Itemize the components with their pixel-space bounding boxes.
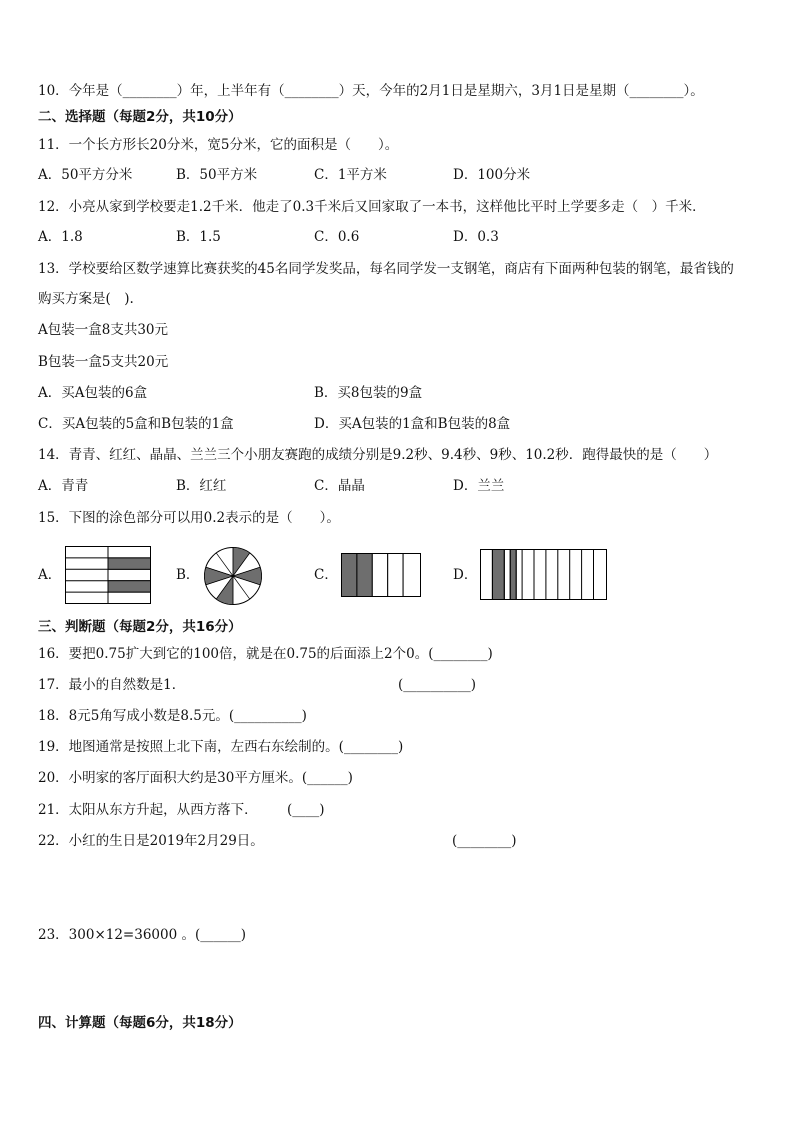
- q13-option-b: B．买8包装的9盒: [314, 385, 423, 401]
- q11-option-c: C．1平方米: [314, 167, 387, 183]
- q17-answer-blank: (__________): [398, 677, 477, 693]
- question-21: 21．太阳从东方升起，从西方落下．: [38, 802, 258, 818]
- q12-option-a: A．1.8: [38, 229, 83, 245]
- section-3-heading: 三、判断题（每题2分，共16分）: [38, 619, 242, 635]
- section-4-heading: 四、计算题（每题6分，共18分）: [38, 1015, 242, 1031]
- q14-option-a: A．青青: [38, 478, 89, 494]
- q15-figure-c: [341, 553, 421, 597]
- q13-option-a: A．买A包装的6盒: [38, 385, 148, 401]
- q15-label-a: A．: [38, 567, 62, 583]
- question-16: 16．要把0.75扩大到它的100倍，就是在0.75的后面添上2个0。(________): [38, 646, 493, 662]
- question-20: 20．小明家的客厅面积大约是30平方厘米。(______): [38, 770, 353, 786]
- q12-option-c: C．0.6: [314, 229, 360, 245]
- q13-option-d: D．买A包装的1盒和B包装的8盒: [314, 416, 511, 432]
- section-2-heading: 二、选择题（每题2分，共10分）: [38, 109, 242, 125]
- q14-option-c: C．晶晶: [314, 478, 365, 494]
- q12-option-d: D．0.3: [453, 229, 499, 245]
- question-10: 10．今年是（________）年，上半年有（________）天，今年的2月1日是星期六，3月1日是星期（________）。: [38, 83, 704, 99]
- q12-option-b: B．1.5: [176, 229, 221, 245]
- question-19: 19．地图通常是按照上北下南，左西右东绘制的。(________): [38, 739, 404, 755]
- q15-figure-a: [65, 546, 151, 604]
- question-18: 18．8元5角写成小数是8.5元。(__________): [38, 708, 307, 724]
- question-14-stem: 14．青青、红红、晶晶、兰兰三个小朋友赛跑的成绩分别是9.2秒、9.4秒、9秒、10.2秒．跑得最快的是（ ）: [38, 447, 718, 463]
- q11-option-a: A．50平方分米: [38, 167, 133, 183]
- q22-answer-blank: (________): [452, 833, 517, 849]
- q14-option-d: D．兰兰: [453, 478, 505, 494]
- q13-pack-a: A包装一盒8支共30元: [38, 322, 169, 338]
- question-13-stem-line2: 购买方案是( ).: [38, 291, 134, 307]
- question-13-stem-line1: 13．学校要给区数学速算比赛获奖的45名同学发奖品，每名同学发一支钢笔，商店有下面两种包装的钢笔，最省钱的: [38, 261, 734, 277]
- q15-label-b: B．: [176, 567, 200, 583]
- q13-pack-b: B包装一盒5支共20元: [38, 354, 169, 370]
- question-23: 23．300×12=36000 。(______): [38, 927, 247, 943]
- q15-figure-d: [480, 549, 607, 600]
- question-11-stem: 11．一个长方形长20分米，宽5分米，它的面积是（ ）。: [38, 137, 399, 153]
- q11-option-d: D．100分米: [453, 167, 531, 183]
- q15-figure-b: [203, 546, 263, 606]
- q15-label-c: C．: [314, 567, 338, 583]
- q14-option-b: B．红红: [176, 478, 227, 494]
- q11-option-b: B．50平方米: [176, 167, 258, 183]
- question-15-stem: 15．下图的涂色部分可以用0.2表示的是（ ）。: [38, 510, 340, 526]
- question-12-stem: 12．小亮从家到学校要走1.2千米．他走了0.3千米后又回家取了一本书，这样他比平时上学要多走（ ）千米．: [38, 199, 706, 215]
- question-22: 22．小红的生日是2019年2月29日。: [38, 833, 264, 849]
- q21-answer-blank: (____): [287, 802, 325, 818]
- question-17: 17．最小的自然数是1．: [38, 677, 186, 693]
- q13-option-c: C．买A包装的5盒和B包装的1盒: [38, 416, 234, 432]
- q15-label-d: D．: [453, 567, 478, 583]
